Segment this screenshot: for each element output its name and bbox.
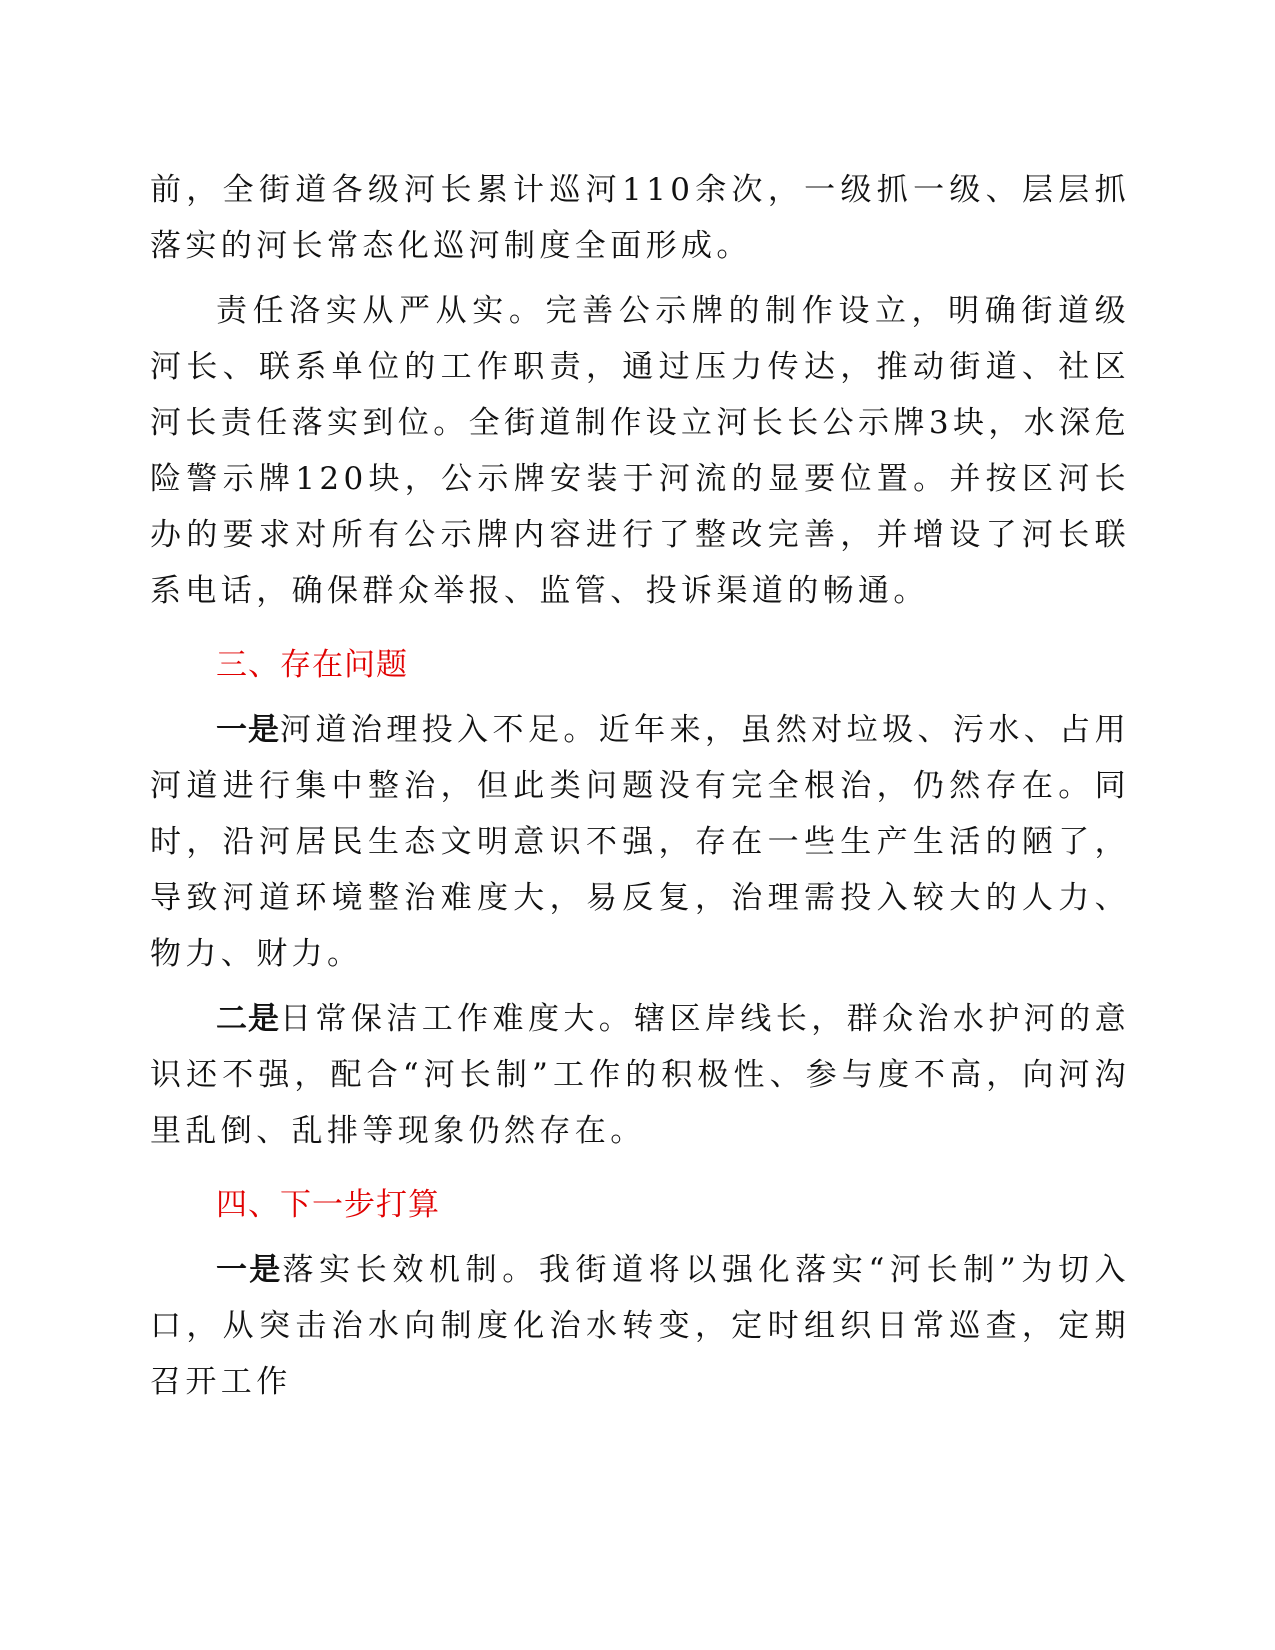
paragraph-lead: 二是 — [216, 1001, 281, 1037]
paragraph-problem-1 — [150, 702, 1130, 982]
paragraph-lead: 一是 — [216, 1252, 283, 1288]
paragraph-next-step-1 — [150, 1242, 1130, 1410]
paragraph-text: 落实长效机制。我街道将以强化落实“河长制”为切入口，从突击治水向制度化治水转变，定时组织日常巡查，定期召开工作 — [150, 1252, 1131, 1400]
paragraph-responsibility: 责任洛实从严从实。完善公示牌的制作设立，明确街道级河长、联系单位的工作职责，通过压力传达，推动街道、社区河长责任落实到位。全街道制作设立河长长公示牌3块，水深危险警示牌120块，公示牌安装于河流的显要位置。并按区河长办的要求对所有公示牌内容进行了整改完善，并增设了河长联系电话，确保群众举报、监管、投诉渠道的畅通。 — [150, 293, 1130, 609]
paragraph-continuation: 前，全街道各级河长累计巡河110余次，一级抓一级、层层抓落实的河长常态化巡河制度全面形成。 — [150, 172, 1130, 264]
paragraph-lead: 一是 — [216, 712, 281, 748]
section-heading-next-steps: 四、下一步打算 — [216, 1187, 440, 1223]
paragraph-problem-2 — [150, 991, 1130, 1159]
document-body — [150, 162, 1130, 1410]
paragraph-text: 日常保洁工作难度大。辖区岸线长，群众治水护河的意识还不强，配合“河长制”工作的积极性、参与度不高，向河沟里乱倒、乱排等现象仍然存在。 — [150, 1001, 1130, 1149]
paragraph-text: 河道治理投入不足。近年来，虽然对垃圾、污水、占用河道进行集中整治，但此类问题没有完全根治，仍然存在。同时，沿河居民生态文明意识不强，存在一些生产生活的陋了，导致河道环境整治难度大，易反复，治理需投入较大的人力、物力、财力。 — [150, 712, 1130, 972]
section-heading-problems: 三、存在问题 — [216, 647, 408, 683]
